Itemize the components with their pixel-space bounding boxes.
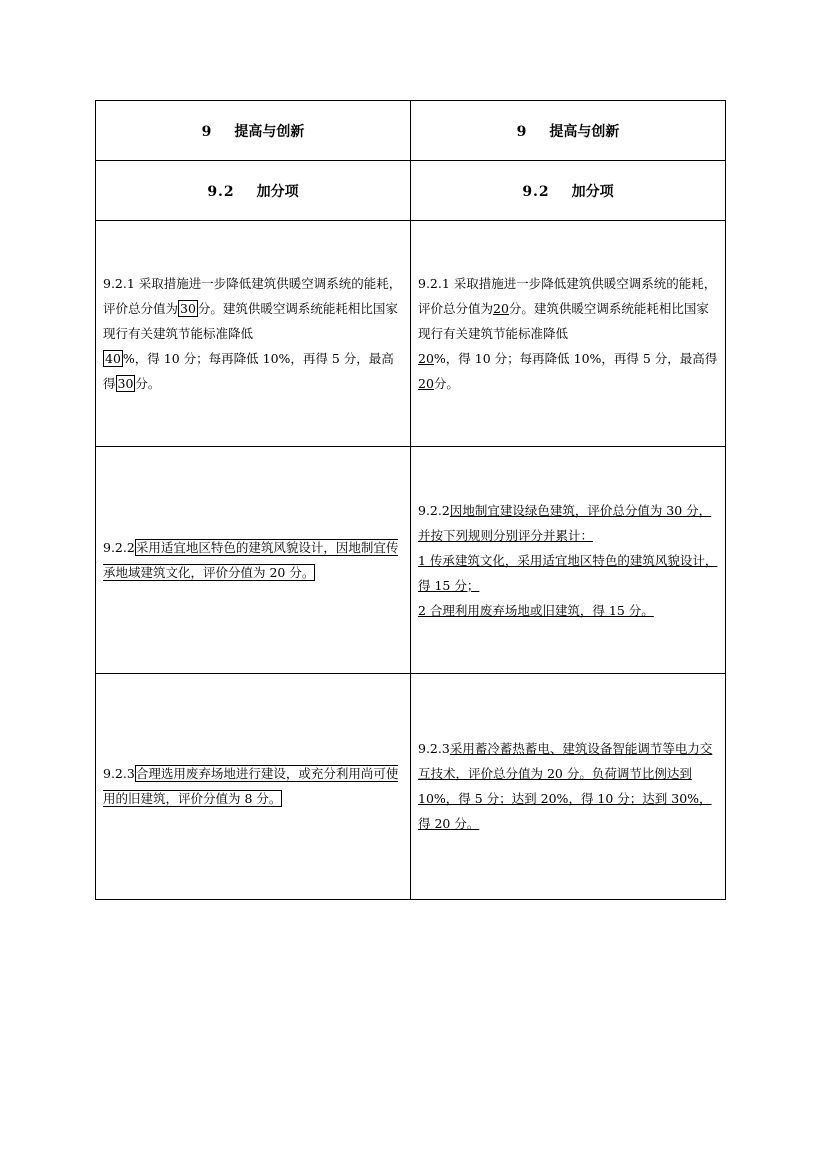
subsection-header-row	[96, 161, 726, 221]
subsection-title: 加分项	[256, 183, 299, 200]
clause-id: 9.2.2	[103, 540, 135, 556]
changed-value-underlined: 20	[418, 376, 434, 392]
clause-text: 分。	[135, 376, 161, 392]
deleted-text-boxed: 合理选用废弃场地进行建设，或充分利用尚可使用的旧建筑，评价分值为 8 分。	[103, 766, 399, 807]
clause-new-9-2-2	[411, 447, 726, 673]
clause-text: 分。建筑供暖空调系统能耗相比国家现行有关建筑节能标准降低	[418, 301, 709, 342]
section-title: 提高与创新	[234, 123, 305, 140]
subsection-number: 9.2	[522, 183, 550, 200]
clause-text: %，得 10 分；每再降低 10%，再得 5 分，最高得	[433, 351, 718, 367]
section-number: 9	[201, 123, 213, 140]
section-number: 9	[516, 123, 528, 140]
section-header-right	[411, 101, 726, 161]
clause-text: 采取措施进一步降低建筑供暖空调系统的能耗，评价总分值为	[418, 276, 717, 317]
inserted-text-underlined: 因地制宜建设绿色建筑，评价总分值为 30 分，并按下列规则分别评分并累计：	[418, 502, 712, 543]
clause-text: 分。建筑供暖空调系统能耗相比国家现行有关建筑节能标准降低	[103, 301, 398, 342]
clause-old-9-2-1	[96, 221, 411, 447]
clause-old-9-2-3	[96, 673, 411, 899]
clause-text: 分。	[433, 376, 459, 392]
subsection-header-left	[96, 161, 411, 221]
changed-value-underlined: 20	[493, 301, 509, 317]
inserted-text-underlined: 2 合理利用废弃场地或旧建筑，得 15 分。	[418, 602, 654, 618]
clause-new-9-2-1	[411, 221, 726, 447]
section-header-row	[96, 101, 726, 161]
comparison-table	[95, 100, 726, 900]
clause-text: 采取措施进一步降低建筑供暖空调系统的能耗，评价总分值为	[103, 276, 402, 317]
subsection-number: 9.2	[207, 183, 235, 200]
section-title: 提高与创新	[549, 123, 620, 140]
inserted-text-underlined: 1 传承建筑文化，采用适宜地区特色的建筑风貌设计，得 15 分；	[418, 552, 718, 593]
clause-row-9-2-1	[96, 221, 726, 447]
deleted-text-boxed: 采用适宜地区特色的建筑风貌设计，因地制宜传承地域建筑文化，评价分值为 20 分。	[103, 540, 399, 581]
clause-old-9-2-2	[96, 447, 411, 673]
clause-id: 9.2.3	[418, 741, 450, 757]
clause-id: 9.2.1	[418, 276, 450, 292]
section-header-left	[96, 101, 411, 161]
subsection-title: 加分项	[571, 183, 614, 200]
clause-text: %，得 10 分；每再降低 10%，再得 5 分，最高得	[103, 351, 394, 392]
subsection-header-right	[411, 161, 726, 221]
changed-value-underlined: 20	[418, 351, 434, 367]
changed-value-boxed: 40	[105, 351, 121, 367]
clause-id: 9.2.2	[418, 502, 450, 518]
changed-value-boxed: 30	[180, 301, 196, 317]
inserted-text-underlined: 采用蓄冷蓄热蓄电、建筑设备智能调节等电力交互技术，评价总分值为 20 分。负荷调节比例达到 10%，得 5 分；达到 20%，得 10 分；达到 30%，得 20 分。	[418, 741, 713, 832]
clause-row-9-2-2	[96, 447, 726, 673]
changed-value-boxed: 30	[117, 376, 134, 392]
clause-row-9-2-3	[96, 673, 726, 899]
clause-id: 9.2.3	[103, 766, 135, 782]
clause-new-9-2-3	[411, 673, 726, 899]
clause-id: 9.2.1	[103, 276, 135, 292]
